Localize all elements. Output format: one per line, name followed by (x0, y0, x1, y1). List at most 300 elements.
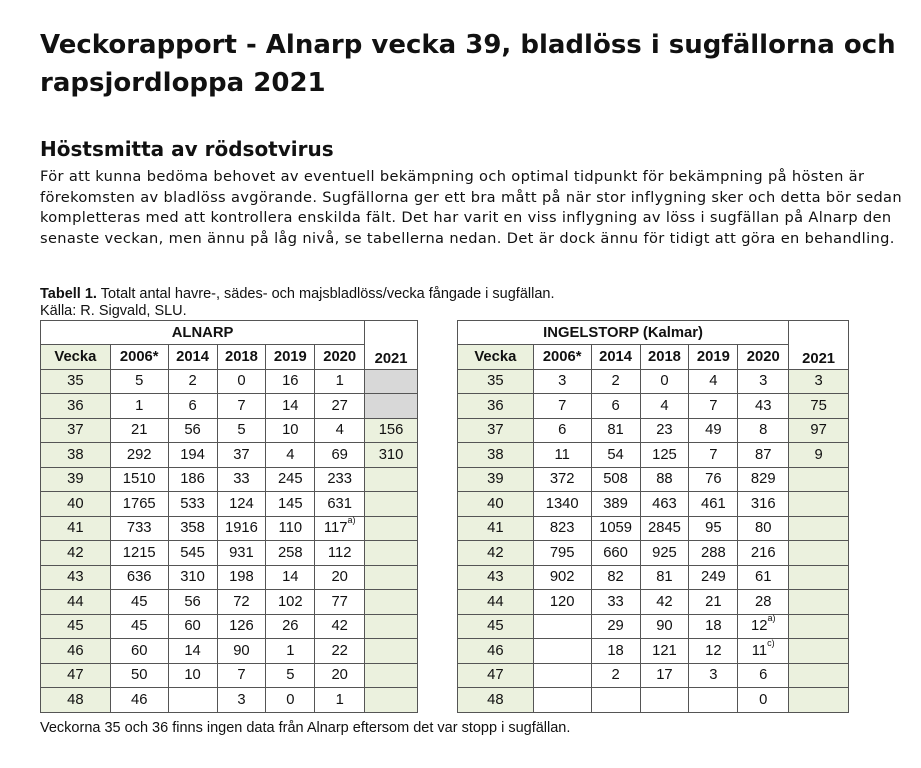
ingelstorp-value-cell (738, 394, 789, 419)
alnarp-column-header: 2006* (110, 345, 168, 370)
ingelstorp-value-cell (738, 590, 789, 615)
ingelstorp-value: 0 (759, 691, 768, 708)
alnarp-value: 1 (335, 691, 344, 708)
ingelstorp-value-2021 (789, 467, 849, 492)
alnarp-value: 50 (130, 667, 148, 684)
ingelstorp-value-cell (738, 443, 789, 468)
alnarp-table-row (41, 492, 418, 517)
ingelstorp-week-cell: 42 (458, 541, 534, 566)
alnarp-table-row (41, 565, 418, 590)
alnarp-column-header: Vecka (41, 345, 111, 370)
ingelstorp-table-row (458, 516, 849, 541)
alnarp-value: 33 (233, 471, 250, 488)
ingelstorp-week-cell: 45 (458, 614, 534, 639)
alnarp-value-2021 (365, 394, 418, 419)
alnarp-footnote-marker: a) (347, 515, 356, 526)
ingelstorp-value-cell (591, 565, 640, 590)
alnarp-value: 631 (327, 495, 353, 512)
alnarp-table-row (41, 369, 418, 394)
alnarp-week-cell: 44 (41, 590, 111, 615)
ingelstorp-week-cell: 47 (458, 663, 534, 688)
alnarp-value-cell (168, 516, 217, 541)
footnote: Veckorna 35 och 36 finns ingen data från Alnarp eftersom det var stopp i sugfällan. (40, 720, 571, 736)
section-heading: Höstsmitta av rödsotvirus (40, 137, 334, 161)
alnarp-value-2021 (365, 565, 418, 590)
ingelstorp-value-cell (689, 467, 738, 492)
ingelstorp-value-cell (640, 639, 689, 664)
ingelstorp-table-row (458, 443, 849, 468)
alnarp-value-cell (110, 639, 168, 664)
alnarp-value: 14 (282, 397, 299, 414)
ingelstorp-value-cell (738, 565, 789, 590)
alnarp-value-cell (168, 688, 217, 713)
alnarp-value-cell (266, 590, 315, 615)
alnarp-value: 533 (180, 495, 205, 512)
alnarp-week-cell: 48 (41, 688, 111, 713)
ingelstorp-value: 6 (611, 397, 620, 414)
alnarp-value: 2 (188, 373, 197, 390)
ingelstorp-value: 3 (759, 373, 768, 390)
ingelstorp-week-cell: 40 (458, 492, 534, 517)
ingelstorp-value-2021: 75 (789, 394, 849, 419)
alnarp-week-cell: 42 (41, 541, 111, 566)
ingelstorp-value-cell (591, 688, 640, 713)
alnarp-value-cell (168, 614, 217, 639)
ingelstorp-value-cell (640, 467, 689, 492)
alnarp-value-cell (315, 688, 365, 713)
alnarp-value: 10 (282, 422, 299, 439)
ingelstorp-value: 316 (750, 495, 776, 512)
ingelstorp-value-cell (738, 418, 789, 443)
alnarp-value: 90 (233, 642, 250, 659)
alnarp-value: 5 (135, 373, 144, 390)
ingelstorp-value-cell (640, 688, 689, 713)
ingelstorp-value-cell (640, 394, 689, 419)
ingelstorp-value-cell (591, 394, 640, 419)
ingelstorp-value-cell (689, 614, 738, 639)
ingelstorp-value-cell (640, 565, 689, 590)
alnarp-value: 20 (331, 569, 348, 586)
ingelstorp-value: 795 (549, 544, 575, 561)
alnarp-value-cell (168, 590, 217, 615)
alnarp-header-2021: 2021 (365, 321, 418, 370)
ingelstorp-value-cell (689, 418, 738, 443)
ingelstorp-table-row (458, 492, 849, 517)
ingelstorp-value: 18 (607, 642, 624, 659)
ingelstorp-value-cell (738, 467, 789, 492)
alnarp-value: 26 (282, 618, 299, 635)
ingelstorp-value: 4 (709, 373, 718, 390)
alnarp-value: 931 (229, 544, 254, 561)
ingelstorp-value-cell (640, 663, 689, 688)
alnarp-value: 1 (286, 642, 295, 659)
alnarp-value-cell (266, 688, 315, 713)
ingelstorp-value: 3 (709, 667, 718, 684)
alnarp-value-cell (110, 492, 168, 517)
ingelstorp-value: 4 (660, 397, 669, 414)
alnarp-table-row (41, 590, 418, 615)
alnarp-table-row (41, 443, 418, 468)
ingelstorp-value-cell (533, 467, 591, 492)
alnarp-value: 545 (180, 544, 205, 561)
alnarp-value-cell (266, 394, 315, 419)
alnarp-value-cell (110, 565, 168, 590)
ingelstorp-table-row (458, 541, 849, 566)
alnarp-value: 22 (331, 642, 348, 659)
ingelstorp-week-cell: 39 (458, 467, 534, 492)
ingelstorp-week-cell: 38 (458, 443, 534, 468)
ingelstorp-value: 76 (705, 471, 722, 488)
alnarp-value: 124 (229, 495, 254, 512)
ingelstorp-value: 28 (754, 593, 772, 610)
alnarp-value-cell (168, 639, 217, 664)
alnarp-value-2021 (365, 369, 418, 394)
alnarp-value: 5 (237, 422, 246, 439)
ingelstorp-value-cell (533, 492, 591, 517)
alnarp-value: 60 (130, 642, 148, 659)
alnarp-value: 1 (335, 373, 344, 390)
ingelstorp-value-cell (533, 688, 591, 713)
alnarp-value-cell (315, 443, 365, 468)
ingelstorp-week-cell: 48 (458, 688, 534, 713)
alnarp-value-cell (110, 443, 168, 468)
alnarp-value-cell (217, 688, 266, 713)
alnarp-week-cell: 43 (41, 565, 111, 590)
alnarp-value: 102 (277, 593, 303, 610)
alnarp-value: 258 (277, 544, 303, 561)
ingelstorp-value: 7 (709, 397, 718, 414)
alnarp-value-cell (315, 418, 365, 443)
alnarp-value: 636 (126, 569, 152, 586)
ingelstorp-value-cell (591, 492, 640, 517)
report-title: Veckorapport - Alnarp vecka 39, bladlöss i sugfällorna och rapsjordloppa 2021 (40, 30, 896, 98)
ingelstorp-value-cell (533, 443, 591, 468)
alnarp-value-cell (110, 516, 168, 541)
alnarp-value-cell (315, 541, 365, 566)
ingelstorp-value-cell (738, 614, 789, 639)
alnarp-value: 126 (229, 618, 254, 635)
ingelstorp-value: 82 (607, 569, 624, 586)
alnarp-value-cell (266, 492, 315, 517)
alnarp-value-cell (217, 443, 266, 468)
ingelstorp-value: 1059 (599, 520, 633, 537)
ingelstorp-value-2021 (789, 663, 849, 688)
ingelstorp-value: 90 (656, 618, 673, 635)
ingelstorp-value-cell (738, 369, 789, 394)
alnarp-value: 112 (327, 544, 352, 561)
alnarp-value: 45 (130, 593, 148, 610)
ingelstorp-value-2021 (789, 492, 849, 517)
ingelstorp-value-2021: 97 (789, 418, 849, 443)
ingelstorp-value-cell (689, 516, 738, 541)
alnarp-value: 110 (278, 520, 303, 537)
ingelstorp-value-cell (640, 492, 689, 517)
alnarp-value-cell (315, 639, 365, 664)
alnarp-value: 27 (331, 397, 348, 414)
ingelstorp-column-header: 2014 (591, 345, 640, 370)
ingelstorp-value-cell (640, 418, 689, 443)
ingelstorp-value: 49 (705, 422, 722, 439)
ingelstorp-value-cell (640, 516, 689, 541)
alnarp-value: 1 (135, 397, 144, 414)
alnarp-table-row (41, 394, 418, 419)
ingelstorp-value-cell (591, 639, 640, 664)
ingelstorp-value-cell (591, 418, 640, 443)
alnarp-value-cell (315, 565, 365, 590)
ingelstorp-value: 925 (652, 544, 677, 561)
alnarp-value-cell (217, 394, 266, 419)
ingelstorp-value-cell (689, 443, 738, 468)
ingelstorp-value-2021 (789, 639, 849, 664)
ingelstorp-value: 81 (656, 569, 673, 586)
alnarp-value: 42 (331, 618, 348, 635)
alnarp-table-row (41, 639, 418, 664)
caption-label: Tabell 1. (40, 286, 97, 302)
ingelstorp-value-cell (640, 369, 689, 394)
alnarp-value: 117 (323, 520, 348, 537)
ingelstorp-value-cell (640, 590, 689, 615)
ingelstorp-table-row (458, 467, 849, 492)
alnarp-value-2021: 310 (365, 443, 418, 468)
alnarp-value-cell (168, 369, 217, 394)
alnarp-value-cell (217, 369, 266, 394)
ingelstorp-value: 125 (652, 446, 677, 463)
ingelstorp-value: 29 (607, 618, 624, 635)
alnarp-value-cell (266, 541, 315, 566)
alnarp-value-cell (168, 541, 217, 566)
alnarp-value-cell (110, 369, 168, 394)
ingelstorp-value-cell (640, 541, 689, 566)
ingelstorp-value-cell (591, 541, 640, 566)
alnarp-value-cell (110, 688, 168, 713)
ingelstorp-week-cell: 36 (458, 394, 534, 419)
alnarp-value-cell (266, 663, 315, 688)
ingelstorp-value-cell (738, 492, 789, 517)
alnarp-value: 1765 (122, 495, 156, 512)
ingelstorp-table-row (458, 590, 849, 615)
alnarp-value-cell (168, 492, 217, 517)
alnarp-value-2021 (365, 590, 418, 615)
ingelstorp-value: 288 (700, 544, 726, 561)
alnarp-value-cell (266, 516, 315, 541)
ingelstorp-value: 11 (751, 642, 768, 659)
ingelstorp-value-cell (738, 516, 789, 541)
alnarp-table-row (41, 516, 418, 541)
alnarp-column-header: 2019 (266, 345, 315, 370)
ingelstorp-value: 829 (750, 471, 776, 488)
ingelstorp-value: 6 (759, 667, 768, 684)
ingelstorp-value: 120 (549, 593, 575, 610)
alnarp-value-cell (315, 516, 365, 541)
ingelstorp-value: 12 (750, 618, 768, 635)
alnarp-table-row (41, 467, 418, 492)
ingelstorp-value-cell (533, 369, 591, 394)
ingelstorp-value: 660 (603, 544, 628, 561)
ingelstorp-value-cell (591, 590, 640, 615)
alnarp-week-cell: 35 (41, 369, 111, 394)
alnarp-value: 1215 (122, 544, 156, 561)
alnarp-value: 194 (180, 446, 205, 463)
ingelstorp-column-header: Vecka (458, 345, 534, 370)
ingelstorp-value: 2 (611, 667, 620, 684)
alnarp-value: 69 (331, 446, 348, 463)
alnarp-value: 46 (130, 691, 148, 708)
ingelstorp-value-2021: 9 (789, 443, 849, 468)
ingelstorp-value: 216 (750, 544, 776, 561)
alnarp-value: 7 (237, 667, 246, 684)
ingelstorp-table-row (458, 394, 849, 419)
alnarp-value-2021 (365, 516, 418, 541)
ingelstorp-value: 0 (660, 373, 669, 390)
alnarp-value: 60 (184, 618, 201, 635)
alnarp-value-cell (168, 565, 217, 590)
alnarp-value: 20 (331, 667, 348, 684)
alnarp-value-cell (110, 663, 168, 688)
alnarp-value-cell (217, 541, 266, 566)
alnarp-value: 45 (130, 618, 148, 635)
ingelstorp-value: 1340 (545, 495, 579, 512)
alnarp-location-title: ALNARP (41, 321, 365, 345)
alnarp-value-cell (266, 418, 315, 443)
ingelstorp-value-cell (533, 614, 591, 639)
alnarp-value: 4 (286, 446, 295, 463)
ingelstorp-value-cell (533, 516, 591, 541)
alnarp-value-cell (266, 443, 315, 468)
alnarp-value: 198 (229, 569, 254, 586)
ingelstorp-value: 461 (700, 495, 726, 512)
ingelstorp-value-2021 (789, 516, 849, 541)
alnarp-value: 145 (277, 495, 303, 512)
ingelstorp-value-cell (689, 688, 738, 713)
ingelstorp-value-cell (533, 565, 591, 590)
alnarp-value: 233 (327, 471, 353, 488)
ingelstorp-value: 2845 (647, 520, 681, 537)
alnarp-value-cell (217, 663, 266, 688)
ingelstorp-value-cell (591, 443, 640, 468)
ingelstorp-value-cell (533, 541, 591, 566)
alnarp-value-2021 (365, 541, 418, 566)
alnarp-value: 56 (184, 422, 201, 439)
alnarp-week-cell: 41 (41, 516, 111, 541)
alnarp-table-row (41, 614, 418, 639)
alnarp-value: 310 (180, 569, 205, 586)
ingelstorp-location-title: INGELSTORP (Kalmar) (458, 321, 789, 345)
alnarp-value: 0 (237, 373, 246, 390)
ingelstorp-value: 17 (656, 667, 673, 684)
alnarp-table-row (41, 663, 418, 688)
alnarp-value-cell (110, 590, 168, 615)
alnarp-value-cell (217, 492, 266, 517)
ingelstorp-value: 81 (607, 422, 624, 439)
alnarp-value-cell (110, 394, 168, 419)
ingelstorp-value-cell (591, 663, 640, 688)
alnarp-value: 72 (233, 593, 250, 610)
alnarp-table-row (41, 418, 418, 443)
ingelstorp-value: 249 (700, 569, 726, 586)
alnarp-value: 186 (180, 471, 205, 488)
ingelstorp-value-2021 (789, 565, 849, 590)
ingelstorp-value-cell (689, 590, 738, 615)
ingelstorp-value: 23 (656, 422, 673, 439)
ingelstorp-value-cell (591, 369, 640, 394)
ingelstorp-table-row (458, 639, 849, 664)
ingelstorp-table-row (458, 369, 849, 394)
alnarp-value: 245 (277, 471, 303, 488)
alnarp-value-2021: 156 (365, 418, 418, 443)
alnarp-value-cell (266, 369, 315, 394)
ingelstorp-value: 823 (549, 520, 575, 537)
ingelstorp-table-row (458, 565, 849, 590)
ingelstorp-column-header: 2006* (533, 345, 591, 370)
ingelstorp-value-cell (738, 663, 789, 688)
ingelstorp-value: 87 (754, 446, 772, 463)
ingelstorp-value-2021: 3 (789, 369, 849, 394)
ingelstorp-value-cell (689, 541, 738, 566)
ingelstorp-value: 389 (603, 495, 628, 512)
ingelstorp-value-cell (689, 394, 738, 419)
ingelstorp-week-cell: 35 (458, 369, 534, 394)
ingelstorp-value-cell (689, 565, 738, 590)
ingelstorp-column-header: 2018 (640, 345, 689, 370)
ingelstorp-value: 7 (709, 446, 718, 463)
ingelstorp-value-cell (738, 688, 789, 713)
alnarp-week-cell: 46 (41, 639, 111, 664)
alnarp-value-cell (168, 394, 217, 419)
ingelstorp-week-cell: 44 (458, 590, 534, 615)
alnarp-value-2021 (365, 614, 418, 639)
alnarp-value-cell (266, 614, 315, 639)
ingelstorp-value-2021 (789, 688, 849, 713)
ingelstorp-value-cell (591, 467, 640, 492)
ingelstorp-value: 902 (549, 569, 575, 586)
ingelstorp-value-cell (591, 516, 640, 541)
alnarp-value-cell (315, 369, 365, 394)
alnarp-column-header: 2020 (315, 345, 365, 370)
ingelstorp-value: 2 (611, 373, 620, 390)
ingelstorp-footnote-marker: c) (767, 637, 775, 648)
alnarp-value: 56 (184, 593, 201, 610)
alnarp-value-cell (110, 467, 168, 492)
alnarp-table (40, 320, 418, 713)
alnarp-value-cell (315, 394, 365, 419)
ingelstorp-value-cell (533, 663, 591, 688)
ingelstorp-value-2021 (789, 614, 849, 639)
alnarp-week-cell: 36 (41, 394, 111, 419)
ingelstorp-table-row (458, 688, 849, 713)
ingelstorp-value: 18 (705, 618, 722, 635)
alnarp-value: 358 (180, 520, 205, 537)
alnarp-value: 1510 (122, 471, 156, 488)
ingelstorp-value-cell (689, 663, 738, 688)
alnarp-value-2021 (365, 492, 418, 517)
ingelstorp-week-cell: 41 (458, 516, 534, 541)
caption-text: Totalt antal havre-, sädes- och majsbladlöss/vecka fångade i sugfällan. (96, 286, 555, 302)
ingelstorp-week-cell: 43 (458, 565, 534, 590)
intro-paragraph: För att kunna bedöma behovet av eventuell bekämpning och optimal tidpunkt för bekämpning på hösten är förekomsten av bladlöss avgörande. Sugfällorna ger ett bra mått på när stor inflygning sker och detta bör sedan kompletteras med att kontrollera enskilda fält. Det har varit en viss inflygning av löss i sugfällan på Alnarp den senaste veckan, men ännu på låg nivå, se tabellerna nedan. Det är dock ännu för tidigt att göra en behandling. (40, 168, 902, 247)
alnarp-value: 10 (184, 667, 201, 684)
ingelstorp-value-cell (591, 614, 640, 639)
ingelstorp-value: 11 (554, 446, 570, 463)
table-caption (40, 286, 555, 320)
ingelstorp-value: 372 (549, 471, 575, 488)
alnarp-value-cell (217, 590, 266, 615)
alnarp-value: 0 (286, 691, 295, 708)
alnarp-value-cell (315, 590, 365, 615)
alnarp-column-header: 2018 (217, 345, 266, 370)
ingelstorp-value: 12 (705, 642, 722, 659)
alnarp-value-cell (110, 614, 168, 639)
alnarp-week-cell: 37 (41, 418, 111, 443)
